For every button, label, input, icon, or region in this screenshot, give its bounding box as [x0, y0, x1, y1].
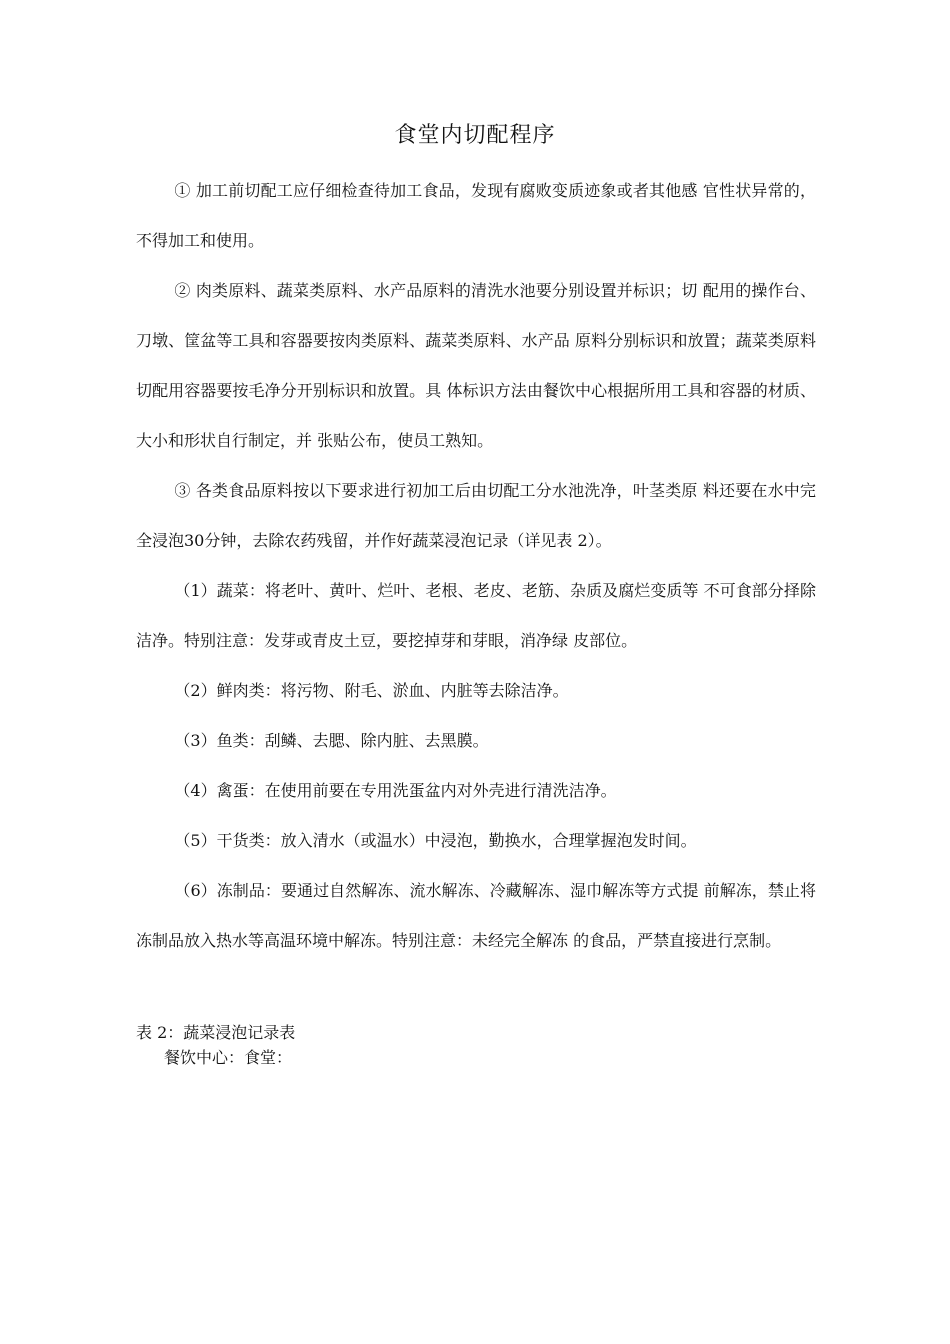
paragraph-2: ② 肉类原料、蔬菜类原料、水产品原料的清洗水池要分别设置并标识；切 配用的操作台、刀墩、筐盆等工具和容器要按肉类原料、蔬菜类原料、水产品 原料分别标识和放置；蔬菜类原料切配用容器要按毛净分开别标识和放置。具 体标识方法由餐饮中心根据所用工具和容器的材质、大小和形状自行制定，并 张贴公布，使员工熟知。 — [136, 281, 816, 450]
page-title: 食堂内切配程序 — [394, 123, 556, 148]
item-frozen: （6）冻制品：要通过自然解冻、流水解冻、冷藏解冻、湿巾解冻等方式提 前解冻，禁止将冻制品放入热水等高温环境中解冻。特别注意：未经完全解冻 的食品，严禁直接进行烹制。 — [136, 881, 816, 950]
item-eggs: （4）禽蛋：在使用前要在专用洗蛋盆内对外壳进行清洗洁净。 — [174, 781, 617, 800]
item-fresh-meat: （2）鲜肉类：将污物、附毛、淤血、内脏等去除洁净。 — [174, 681, 569, 700]
table-caption: 表 2：蔬菜浸泡记录表 — [136, 1023, 296, 1042]
item-dry-goods: （5）干货类：放入清水（或温水）中浸泡，勤换水，合理掌握泡发时间。 — [174, 831, 697, 850]
paragraph-1: ① 加工前切配工应仔细检查待加工食品，发现有腐败变质迹象或者其他感 官性状异常的，不得加工和使用。 — [136, 181, 816, 250]
table-subheader: 餐饮中心：食堂： — [164, 1048, 293, 1067]
paragraph-3: ③ 各类食品原料按以下要求进行初加工后由切配工分水池洗净，叶茎类原 料还要在水中完全浸泡30分钟，去除农药残留，并作好蔬菜浸泡记录（详见表 2）。 — [136, 481, 816, 550]
item-vegetables: （1）蔬菜：将老叶、黄叶、烂叶、老根、老皮、老筋、杂质及腐烂变质等 不可食部分择除洁净。特别注意：发芽或青皮土豆，要挖掉芽和芽眼，消净绿 皮部位。 — [136, 581, 816, 650]
document-body — [136, 166, 816, 966]
item-fish: （3）鱼类：刮鳞、去腮、除内脏、去黑膜。 — [174, 731, 489, 750]
